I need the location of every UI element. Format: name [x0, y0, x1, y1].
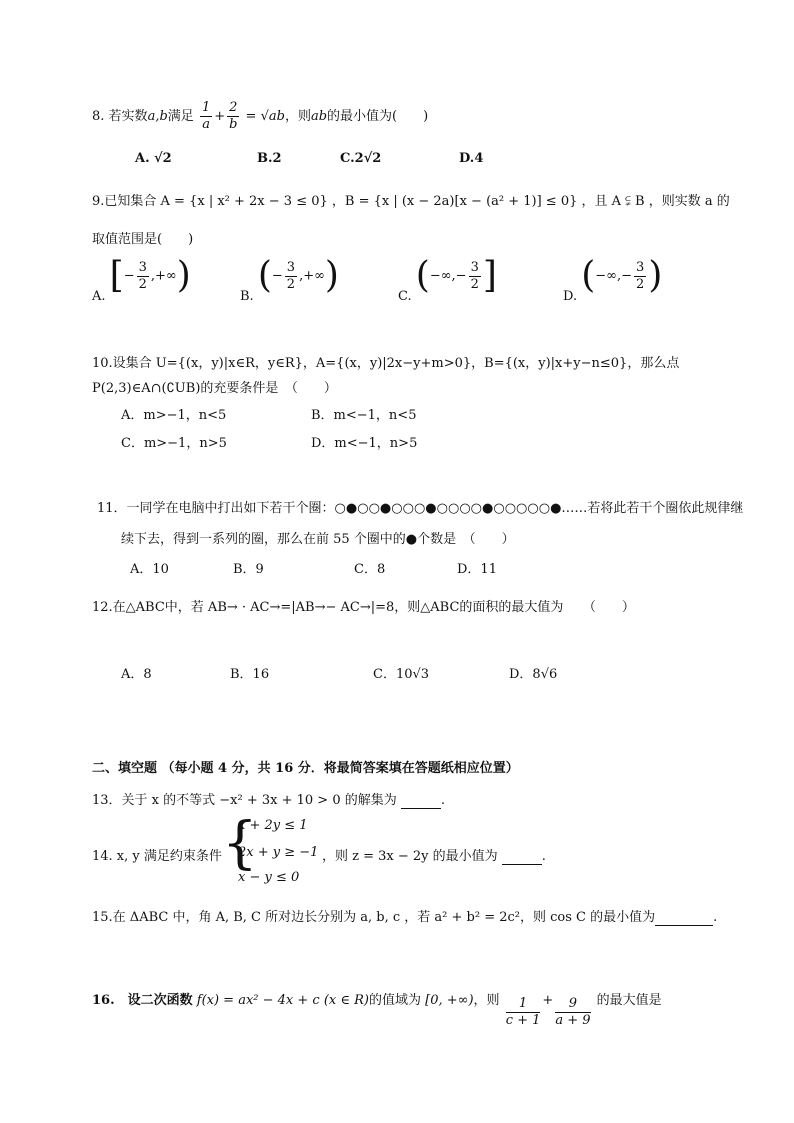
- q9-option-a-tail: ,+∞: [150, 268, 177, 284]
- q11-option-c: C．8: [354, 562, 386, 577]
- q8-option-c: C.2√2: [340, 151, 382, 166]
- q14-brace: {: [222, 811, 258, 876]
- q11-line-2: 续下去，得到一系列的圈，那么在前 55 个圈中的●个数是 （ ）: [121, 532, 515, 547]
- q12-line-1: 12.在△ABC中，若 AB→ · AC→=|AB→− AC→|=8，则△ABC的面积的最大值为 （ ）: [92, 600, 635, 615]
- q16-fraction-1: $\frac{1}{c + 1}$: [505, 996, 541, 1028]
- q14-post: ，则 z = 3x − 2y 的最小值为: [322, 849, 498, 864]
- question-15: [92, 906, 717, 926]
- q14-constraint-1: x + 2y ≤ 1: [238, 818, 308, 833]
- q16-fraction-2: $\frac{9}{a + 9}$: [555, 996, 591, 1028]
- q8-number: 8.: [92, 109, 105, 124]
- q13-text: 13．关于 x 的不等式 −x² + 3x + 10 > 0 的解集为: [92, 793, 397, 808]
- section-2-title: 二、填空题 （每小题 4 分，共 16 分．将最简答案填在答题纸相应位置）: [92, 761, 519, 776]
- q11-option-b: B．9: [233, 562, 264, 577]
- q9-option-c-fraction: $\frac{3}{2}$: [470, 259, 479, 292]
- q10-option-c: C．m>−1，n>5: [121, 436, 227, 451]
- q8-plus: +: [214, 109, 226, 124]
- q9-option-b-minus: −: [271, 268, 283, 284]
- q8-equation: = √ab: [245, 109, 285, 124]
- q8-ab: ab: [310, 109, 328, 124]
- q9-option-b-tail: ,+∞: [299, 268, 325, 284]
- q14-post-wrap: [322, 845, 546, 865]
- q9-option-b-fraction: $\frac{3}{2}$: [286, 259, 296, 292]
- q11-option-d: D．11: [457, 562, 497, 577]
- q16-range: [0, +∞): [425, 993, 474, 1008]
- q12-option-c: C．10√3: [373, 667, 430, 682]
- q16-pre: 16. 设二次函数: [92, 993, 193, 1008]
- q10-option-d: D．m<−1，n>5: [311, 436, 418, 451]
- q9-option-a-fraction: $\frac{3}{2}$: [138, 259, 147, 292]
- q9-option-a: [92, 255, 191, 304]
- q11-option-a: A．10: [130, 562, 169, 577]
- q12-option-d: D．8√6: [509, 667, 558, 682]
- q9-option-a-minus: −: [123, 268, 135, 284]
- q9-option-c-lbracket: (: [415, 255, 430, 296]
- q15-text: 15.在 ΔABC 中，角 A, B, C 所对边长分别为 a, b, c ，若 a² + b² = 2c²，则 cos C 的最小值为: [92, 910, 656, 925]
- q8-fraction-1: $\frac{1}{a}$: [201, 100, 211, 132]
- q9-option-d-rbracket: ): [648, 255, 663, 296]
- q9-option-a-label: A.: [92, 288, 106, 304]
- q12-option-b: B．16: [230, 667, 270, 682]
- q16-mid2: ，则: [473, 993, 500, 1008]
- q9-option-b-rbracket: ): [324, 255, 339, 296]
- q14-pre: 14. x, y 满足约束条件: [92, 849, 222, 864]
- q9-line-1: 9.已知集合 A = {x | x² + 2x − 3 ≤ 0} ，B = {x | (x − 2a)[x − (a² + 1)] ≤ 0} ，且 A ⫋ B ，则实数 a 的: [92, 194, 730, 209]
- q9-option-d-fraction: $\frac{3}{2}$: [636, 259, 645, 292]
- q9-option-b-label: B.: [240, 288, 254, 304]
- q9-option-a-rbracket: ): [176, 255, 191, 296]
- q10-line-1: 10.设集合 U={(x，y)|x∈R，y∈R}，A={(x，y)|2x−y+m>0}，B={(x，y)|x+y−n≤0}，那么点: [92, 356, 680, 371]
- q9-option-b: [240, 255, 339, 304]
- q14-constraint-3: x − y ≤ 0: [238, 870, 300, 885]
- q9-option-d-lbracket: (: [581, 255, 596, 296]
- q9-option-c-prefix: −∞,−: [429, 268, 467, 284]
- q8-stem-mid: 满足: [167, 109, 194, 124]
- q9-option-c-label: C.: [398, 288, 412, 304]
- q9-option-b-lbracket: (: [257, 255, 272, 296]
- q14-answer-blank[interactable]: [502, 849, 542, 865]
- q10-line-2: P(2,3)∈A∩(∁UB)的充要条件是 （ ）: [92, 381, 337, 396]
- q12-option-a: A．8: [121, 667, 152, 682]
- q8-stem-post: ，则: [284, 109, 311, 124]
- q13-answer-blank[interactable]: [401, 793, 441, 809]
- question-13: [92, 789, 445, 809]
- q9-line-2: 取值范围是( ): [92, 232, 194, 247]
- q10-option-b: B．m<−1，n<5: [311, 408, 417, 423]
- q11-line-1: 11．一同学在电脑中打出如下若干个圈：○●○○●○○○●○○○○●○○○○○●……若将此若干个圈依此规律继: [97, 501, 744, 516]
- q9-option-d-prefix: −∞,−: [595, 268, 633, 284]
- q13-end: .: [440, 793, 446, 808]
- q15-end: .: [713, 910, 718, 925]
- q8-stem-pre: 若实数: [108, 109, 148, 124]
- q9-option-d-label: D.: [563, 288, 578, 304]
- q9-option-c-rbracket: ]: [482, 255, 497, 296]
- q8-fraction-2: $\frac{2}{b}$: [229, 100, 238, 132]
- q9-option-a-lbracket: [: [109, 255, 124, 296]
- q16-function: f(x) = ax² − 4x + c (x ∈ R): [196, 993, 369, 1008]
- q8-option-b: B.2: [257, 151, 282, 166]
- q14-end: .: [541, 849, 546, 864]
- question-16: [92, 984, 662, 1028]
- q8-option-d: D.4: [459, 151, 484, 166]
- q8-stem-end: 的最小值为( ): [327, 109, 429, 124]
- q15-answer-blank[interactable]: [655, 910, 713, 926]
- q8-vars: a,b: [147, 109, 168, 124]
- q16-plus: +: [542, 993, 554, 1008]
- q16-mid: 的值域为: [368, 993, 421, 1008]
- q16-post: 的最大值是: [596, 993, 662, 1008]
- q10-option-a: A．m>−1，n<5: [121, 408, 227, 423]
- q9-option-c: [398, 255, 497, 304]
- question-8: [92, 100, 428, 133]
- q8-option-a: A. √2: [135, 151, 172, 166]
- q9-option-d: [563, 255, 663, 304]
- q14-constraint-2: 2x + y ≥ −1: [238, 845, 319, 860]
